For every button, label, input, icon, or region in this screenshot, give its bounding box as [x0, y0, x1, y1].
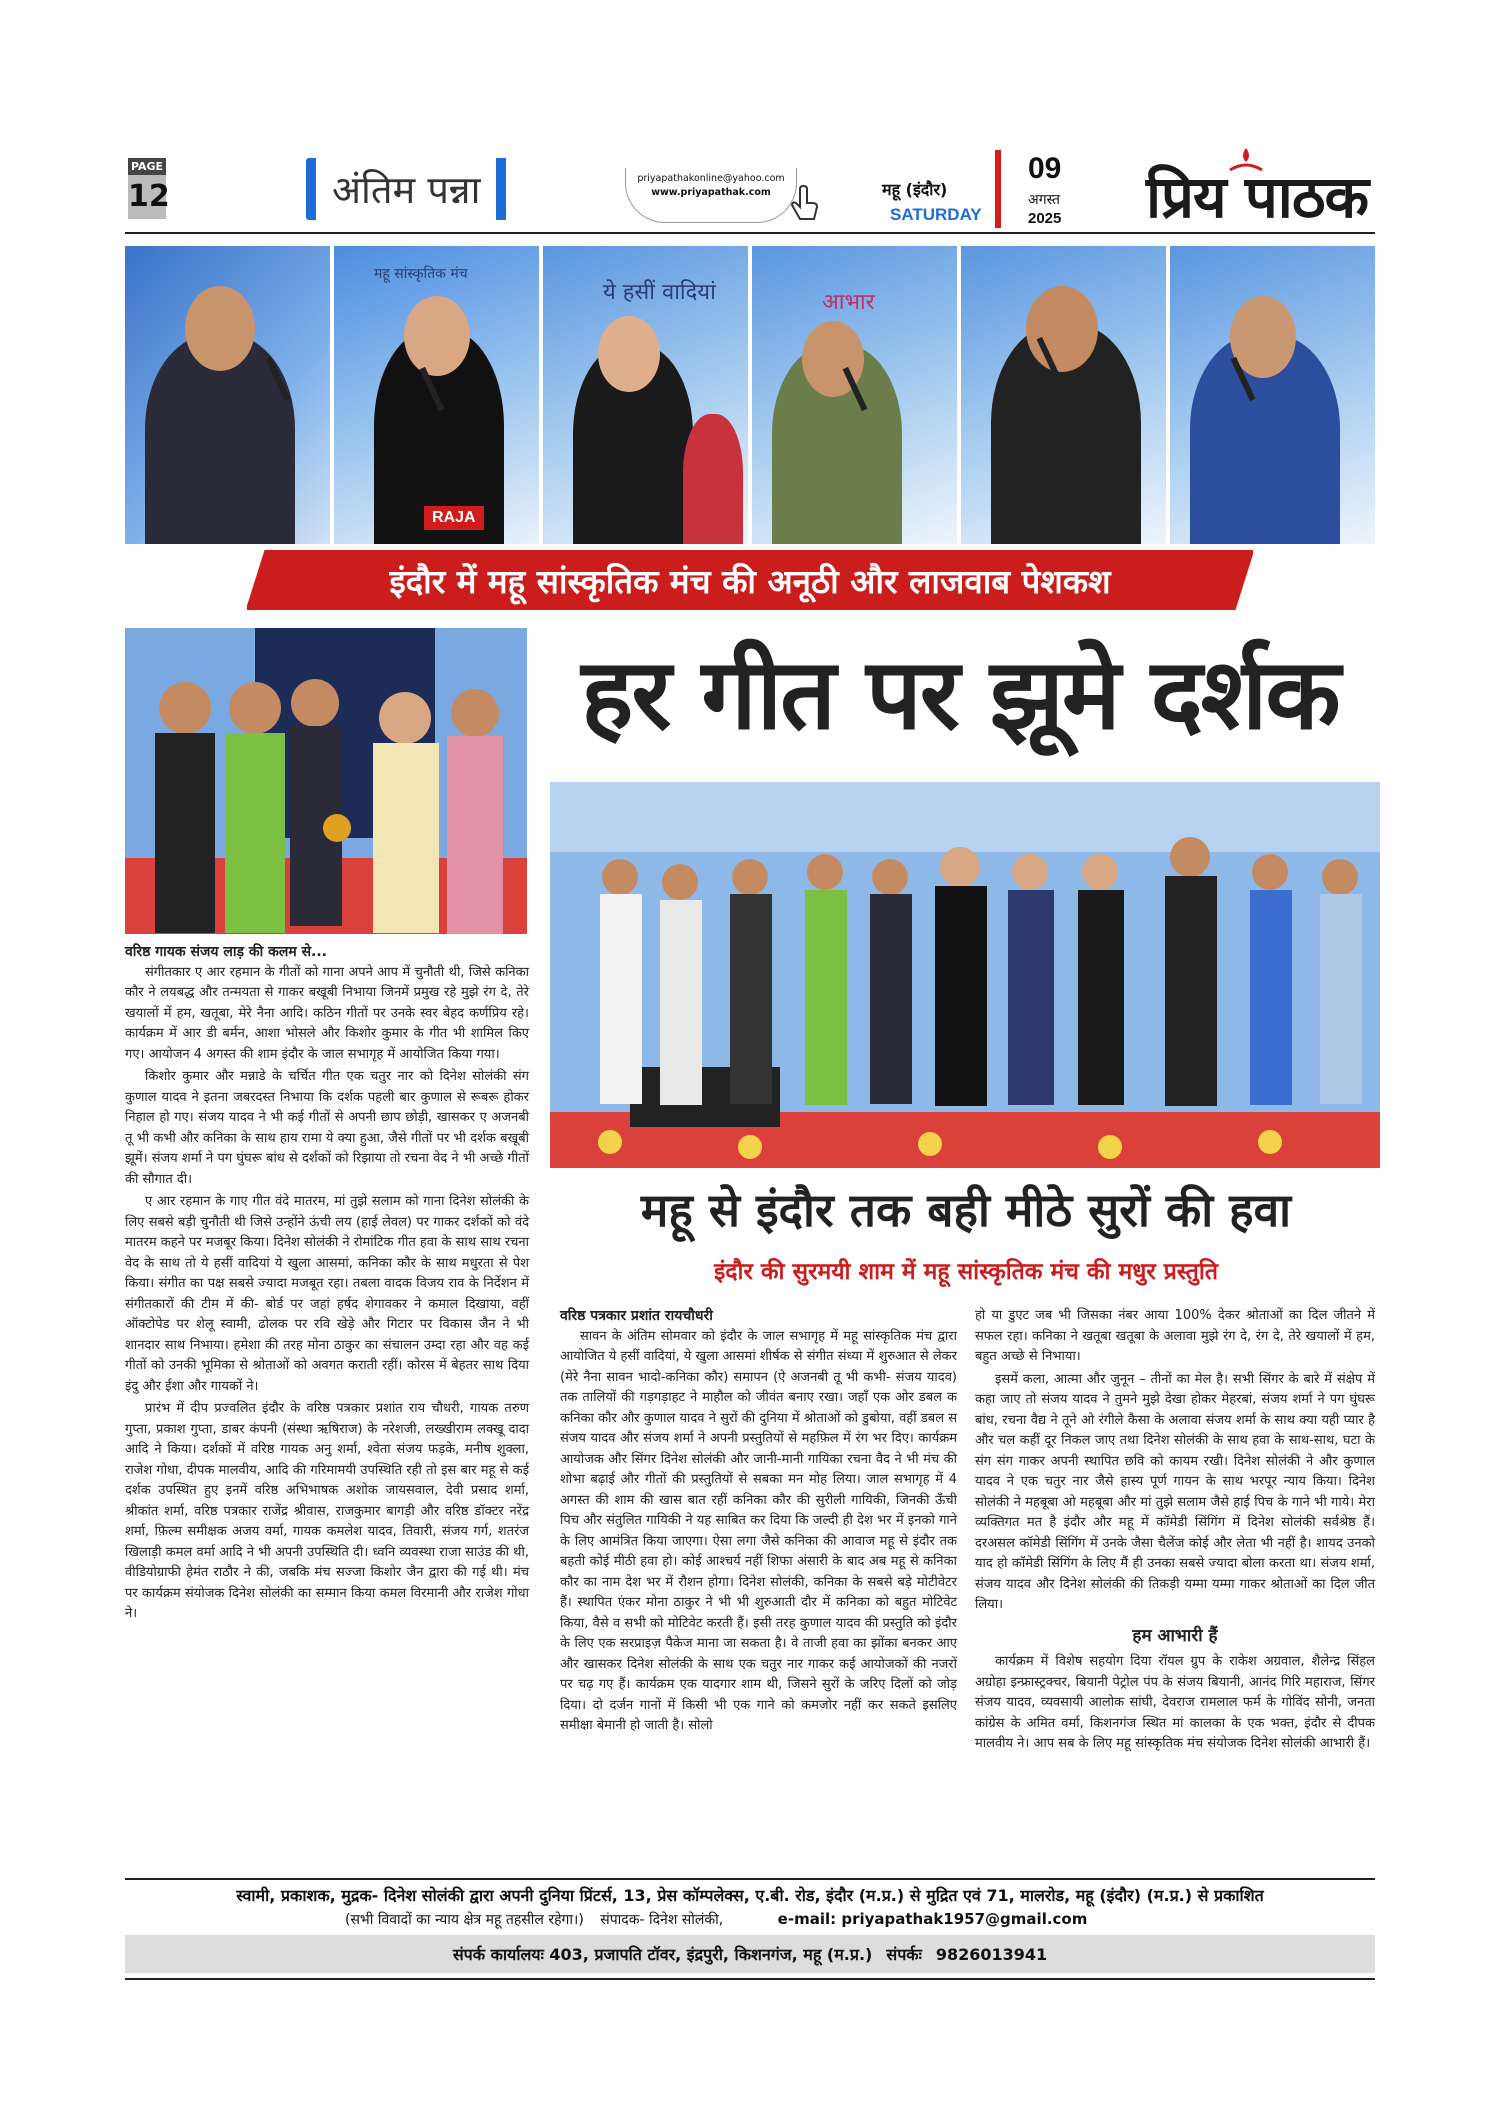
stage-text: महू सांस्कृतिक मंच — [374, 266, 468, 282]
main-headline: हर गीत पर झूमे दर्शक — [581, 638, 1339, 752]
article1-paragraph: ए आर रहमान के गाए गीत वंदे मातरम, मां तुझे सलाम को गाना दिनेश सोलंकी के लिए सबसे बड़ी चुनौती थी जिसे उन्होंने ऊंची लय (हाई लेवल) पर गाकर दर्शकों को वंदे मातरम कहने पर मजबूर किया। दिनेश सोलंकी ने रोमांटिक गीत हवा के साथ साथ रचना वेद के साथ तो ये हसीं वादियां ये खुला आसमां, कनिका कौर के साथ मधुरता से पेश किया। संगीत का पक्ष सबसे ज्यादा मजबूत रहा। तबला वादक विजय राव के निर्देशन में संगीतकारों की टीम में की- बोर्ड पर जहां हर्षद शेगावकर ने कमाल दिखाया, वहीं ऑक्टोपेड पर शेलू स्वामी, ढोलक पर रवि खेड़े और गिटार पर विकास जैन ने भी शानदार साथ निभाया। हमेशा की तरह मोना ठाकुर का संचालन उम्दा रहा और वह कई गीतों को उनकी भूमिका से श्रोताओं को अवगत कराती रहीं। कोरस में बेहतर साथ दिया इंदु और ईशा और गायकों ने। — [125, 1194, 529, 1394]
footer-phone: 9826013941 — [935, 1944, 1048, 1964]
footer-contact-bar — [125, 1935, 1375, 1973]
section-title — [306, 158, 506, 220]
edition-place: महू (इंदौर) — [882, 180, 948, 199]
date-month: अगस्त — [1028, 192, 1061, 208]
page-label: PAGE — [128, 158, 166, 175]
article2-deck: इंदौर की सुरमयी शाम में महू सांस्कृतिक मंच की मधुर प्रस्तुति — [714, 1259, 1218, 1285]
date-year: 2025 — [1028, 210, 1062, 227]
masthead-logo: प्रिय पाठक — [1146, 163, 1369, 231]
bracket-left — [306, 158, 316, 220]
date-divider — [995, 150, 1001, 228]
singer-photo — [125, 246, 330, 544]
article-column-middle — [560, 1306, 957, 1739]
article-column-left — [125, 942, 529, 1627]
top-banner — [245, 548, 1255, 612]
group-stage-photo — [550, 782, 1380, 1168]
footer-office: संपर्क कार्यालयः 403, प्रजापति टॉवर, इंद्रपुरी, किशनगंज, महू (म.प्र.) — [452, 1945, 873, 1964]
article2-paragraph: हो या डुएट जब भी जिसका नंबर आया 100% देकर श्रोताओं का दिल जीतने में सफल रहा। कनिका ने खतूबा खतूबा के अलावा मुझे रंग दे, रंग दे, तेरे खयालों में हम, बहुत अच्छे से निभाया। — [975, 1308, 1375, 1364]
stage-text: आभार — [822, 290, 875, 315]
footer-jurisdiction: (सभी विवादों का न्याय क्षेत्र महू तहसील रहेगा।) — [345, 1912, 584, 1928]
singer-photo-strip — [125, 246, 1375, 544]
lamp-lighting-photo — [125, 628, 527, 934]
article2-byline: वरिष्ठ पत्रकार प्रशांत रायचौधरी — [560, 1308, 713, 1324]
singer-photo — [334, 246, 539, 544]
article2-paragraph: इसमें कला, आत्मा और जुनून – तीनों का मेल है। सभी सिंगर के बारे में संक्षेप में कहा जाए तो संजय यादव ने तुमने मुझे देखा होकर मेहरबां, संजय शर्मा ने पग घुंघरू बांध, रचना वैद्य ने तूने ओ रंगीले कैसा के अलावा संजय शर्मा के साथ क्या यही प्यार है और चल कहीं दूर निकल जाए तथा दिनेश सोलंकी के साथ हवा के साथ-साथ, घटा के संग संग गाकर अपनी स्थापित छवि को कायम रखी। दिनेश सोलंकी ने और कुणाल यादव ने एक चतुर नार जैसे हास्य पूर्ण गायन के साथ भरपूर न्याय किया। दिनेश सोलंकी ने महबूबा ओ महबूबा और मां तुझे सलाम जैसे हाई पिच के गाने भी गाये। मेरा व्यक्तिगत मत है इंदौर और महू में कॉमेडी सिंगिंग में दिनेश सोलंकी सर्वश्रेष्ठ हैं। दरअसल कॉमेडी सिंगिंग में उनके जैसा चैलेंज कोई और लेता भी नहीं है। शायद उनको याद हो कॉमेडी सिंगिंग के लिए मैं ही उनका सबसे ज्यादा बोला करता था। संजय शर्मा, संजय यादव और दिनेश सोलंकी की तिकड़ी यम्मा यम्मा गाकर श्रोताओं का दिल जीत लिया। — [975, 1371, 1375, 1612]
footer-phone-label: संपर्कः — [886, 1945, 922, 1964]
section-label: अंतिम पन्ना — [332, 168, 481, 212]
singer-photo — [1170, 246, 1375, 544]
thanks-text: कार्यक्रम में विशेष सहयोग दिया रॉयल ग्रुप के राकेश अग्रवाल, शैलेन्द्र सिंहल अग्रोहा इन्फ्रास्ट्रक्चर, बियानी पेट्रोल पंप के संजय बियानी, आनंद गिरि महाराज, सिंगर संजय यादव, व्यवसायी आलोक सांघी, देवराज रामलाल फर्म के गोविंद सोनी, जनता कांग्रेस के अमित वर्मा, किशनगंज स्थित मां कालका के एक भक्त, इंदौर से दीपक मालवीय ने। आप सब के लिए महू सांस्कृतिक मंच संयोजक दिनेश सोलंकी आभारी हैं। — [975, 1654, 1375, 1751]
page-number: 12 — [128, 175, 166, 219]
article1-byline: वरिष्ठ गायक संजय लाड़ की कलम से... — [125, 944, 327, 960]
article2-paragraph: सावन के अंतिम सोमवार को इंदौर के जाल सभागृह में महू सांस्कृतिक मंच द्वारा आयोजित ये हसीं वादियां, ये खुला आसमां शीर्षक से संगीत संध्या में शुरुआत से लेकर (मेरे नैना सावन भादो-कनिका कौर) समापन (ऐ अजनबी तू भी कभी- संजय यादव) तक तालियों की गड़गड़ाहट ने माहौल को जीवंत बनाए रखा। जहाँ एक ओर डबल क कनिका कौर और कुणाल यादव ने सुरों की दुनिया में श्रोताओं को डुबोया, वहीं डबल स संजय यादव और संजय शर्मा ने अपनी प्रस्तुतियों से महफ़िल में रंग भर दिए। कार्यक्रम आयोजक और सिंगर दिनेश सोलंकी और जानी-मानी गायिका रचना वैद ने भी मंच की शोभा बढ़ाई और गीतों की प्रस्तुतियों से सबका मन मोह लिया। जाल सभागृह में 4 अगस्त की शाम की खास बात रहीं कनिका कौर की सुरीली गायिकी, जिनकी ऊँची पिच और संतुलित गायिकी ने यह साबित कर दिया कि जल्दी ही देश भर में इनको गाने के लिए आमंत्रित किया जाएगा। ऐसा लगा जैसे कनिका की आवाज महू से इंदौर तक बहती कोई मीठी हवा हो। कोई आश्चर्य नहीं शिफा अंसारी के बाद अब महू से कनिका कौर का नाम देश भर में रौशन होगा। दिनेश सोलंकी, कनिका के सबसे बड़े मोटीवेटर हैं। स्थापित एंकर मोना ठाकुर ने भी भी शुरुआती दौर में कनिका को बहुत मोटिवेट किया, वैसे व सभी को मोटिवेट करती हैं। इसी तरह कुणाल यादव की प्रस्तुति को इंदौर के लिए एक सरप्राइज़ पैकेज माना जा सकता है। वे ताजी हवा का झोंका बनकर आए और खासकर दिनेश सोलंकी के साथ एक चतुर नार गाकर कई आयोजकों की नजरों पर चढ़ गए हैं। कार्यक्रम एक यादगार शाम थी, जिसने सुरों के जरिए दिलों को जोड़ दिया। दो दर्जन गानों में किसी भी एक गाने को कमजोर नहीं कर सकते इसलिए समीक्षा बेमानी हो जाती है। सोलो — [560, 1328, 957, 1733]
article1-paragraph: संगीतकार ए आर रहमान के गीतों को गाना अपने आप में चुनौती थी, जिसे कनिका कौर ने लयबद्ध और तन्मयता से गाकर बखूबी निभाया जिनमें प्रमुख रहे मुझे रंग दे, तेरे खयालों में हम, खतूबा, मेरे नैना आदि। कठिन गीतों पर उनके स्वर बेहद कर्णप्रिय रहे। कार्यक्रम में आर डी बर्मन, आशा भोसले और किशोर कुमार के गीत भी शामिल किए गए। आयोजन 4 अगस्त की शाम इंदौर के जाल सभागृह में आयोजित किया गया। — [125, 964, 529, 1062]
raja-sound-logo: RAJA — [424, 506, 484, 530]
thanks-heading: हम आभारी हैं — [1132, 1625, 1218, 1646]
article2-headline: महू से इंदौर तक बही मीठे सुरों की हवा — [640, 1183, 1292, 1237]
bracket-right — [496, 158, 506, 220]
pointing-hand-icon — [790, 185, 820, 225]
edition-day: SATURDAY — [890, 205, 982, 224]
singer-photo — [752, 246, 957, 544]
header-email: priyapathakonline@yahoo.com — [637, 173, 785, 184]
article-column-right — [975, 1306, 1375, 1757]
footer-editor: संपादक- दिनेश सोलंकी, — [600, 1912, 724, 1928]
stage-text: ये हसीं वादियां — [603, 280, 716, 305]
header-website: www.priyapathak.com — [651, 187, 771, 198]
footer-editor-line — [125, 1910, 1375, 1929]
article1-paragraph: किशोर कुमार और मन्नाडे के चर्चित गीत एक चतुर नार को दिनेश सोलंकी संग कुणाल यादव ने इतना जबरदस्त निभाया कि दर्शक पहली बार कुणाल से रूबरू होकर निहाल हो गए। संजय यादव ने भी कई गीतों से अपनी छाप छोड़ी, खासकर ए अजनबी तू भी कभी और कनिका के साथ हाय रामा ये क्या हुआ, जैसे गीतों पर भी दर्शक बखूबी झूमें। संजय शर्मा ने पग घुंघरू बांध से दर्शकों को रिझाया तो रचना वेद ने भी अच्छे गीतों की सौगात दी। — [125, 1069, 529, 1187]
singer-photo — [961, 246, 1166, 544]
footer-imprint: स्वामी, प्रकाशक, मुद्रक- दिनेश सोलंकी द्वारा अपनी दुनिया प्रिंटर्स, 13, प्रेस कॉम्पलेक्स, ए.बी. रोड, इंदौर (म.प्र.) से मुद्रित एवं 71, मालरोड, महू (इंदौर) (म.प्र.) से प्रकाशित — [236, 1886, 1264, 1905]
banner-text: इंदौर में महू सांस्कृतिक मंच की अनूठी और लाजवाब पेशकश — [389, 561, 1111, 601]
header-rule — [125, 232, 1375, 234]
page-number-badge — [128, 158, 170, 226]
article1-paragraph: प्रारंभ में दीप प्रज्वलित इंदौर के वरिष्ठ पत्रकार प्रशांत राय चौधरी, गायक तरुण गुप्ता, प्रकाश गुप्ता, डाबर कंपनी (संस्था ऋषिराज) के नरेशजी, लख्खीराम लक्खू दादा आदि ने किया। दर्शकों में वरिष्ठ गायक अनु शर्मा, श्वेता संजय फड़के, मनीष शुक्ला, राजेश गोधा, दीपक मालवीय, आदि की गरिमामयी उपस्थिति रही तो इस बार महू से कई दर्शक उपस्थित हुए इनमें वरिष्ठ अभिभाषक अशोक जायसवाल, देवी प्रसाद शर्मा, श्रीकांत शर्मा, वरिष्ठ पत्रकार राजेंद्र श्रीवास, राजकुमार बागड़ी और वरिष्ठ डॉक्टर नरेंद्र शर्मा, फ़िल्म समीक्षक अजय वर्मा, गायक कमलेश यादव, तिवारी, संजय गर्ग, शतरंज खिलाड़ी कमल वर्मा आदि ने भी अपनी उपस्थिति दी। ध्वनि व्यवस्था राजा साउंड की थी, वीडियोग्राफी हेमंत राठौर ने की, जबकि मंच सज्जा किशोर जैन द्वारा की गई थी। मंच पर कार्यक्रम संयोजक दिनेश सोलंकी का सम्मान किया कमल विरमानी और राजेश गोधा ने। — [125, 1401, 529, 1621]
footer-rule — [125, 1878, 1375, 1880]
footer-email: e-mail: priyapathak1957@gmail.com — [777, 1910, 1088, 1928]
date-day: 09 — [1028, 152, 1062, 185]
singer-photo — [543, 246, 748, 544]
web-contact-box — [625, 168, 797, 223]
footer-bottom-rule — [125, 1978, 1375, 1980]
